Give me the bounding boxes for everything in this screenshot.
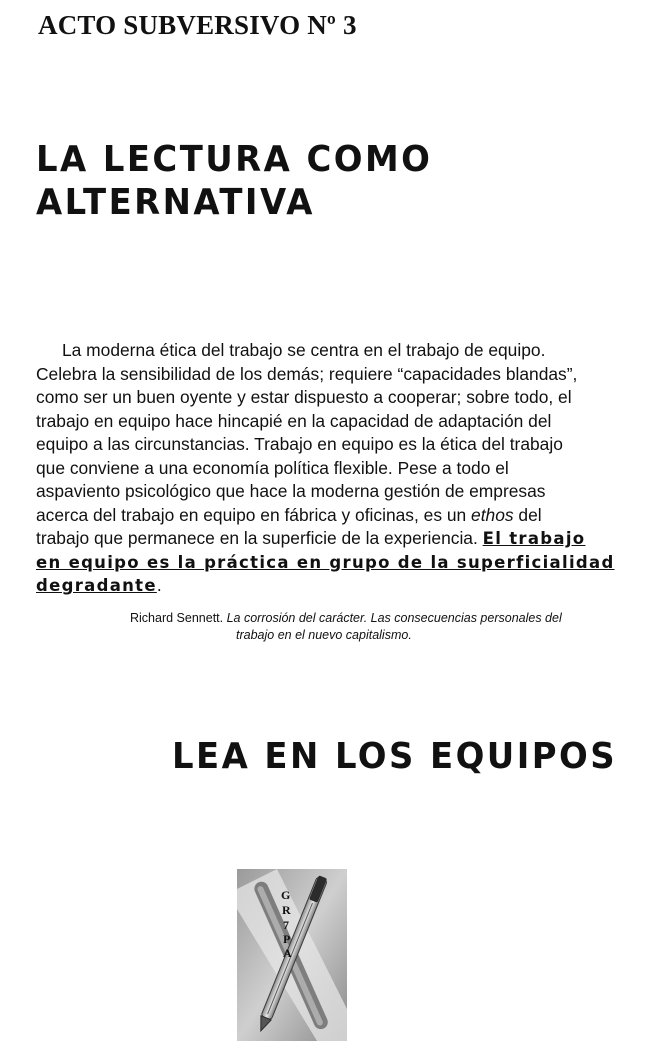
quote-line-11: [36, 574, 640, 598]
quote-line-2: Celebra la sensibilidad de los demás; requiere “capacidades blandas”,: [36, 363, 578, 384]
slogan: LEA EN LOS EQUIPOS: [172, 736, 618, 777]
grapa-logo-crossed-pens-icon: [237, 869, 347, 1041]
citation-work-line-1: La corrosión del carácter. Las consecuencias personales del: [226, 611, 562, 625]
grapa-logo-icon: [237, 869, 347, 1041]
citation-work-line-2: trabajo en el nuevo capitalismo.: [236, 628, 412, 642]
logo-letter-p: P: [283, 932, 291, 946]
page-title: [36, 138, 432, 224]
title-line-2: ALTERNATIVA: [36, 182, 315, 223]
title-line-1: LA LECTURA COMO: [36, 139, 433, 180]
quote-line-9-text: trabajo que permanece en la superficie de la experiencia.: [36, 528, 483, 548]
logo-letter-a: A: [283, 946, 292, 960]
quote-line-9: [36, 527, 640, 551]
citation: [130, 610, 620, 644]
quote-line-8-end: del: [513, 504, 542, 525]
citation-author: Richard Sennett.: [130, 611, 224, 625]
quote-line-5: equipo a las circunstancias. Trabajo en equipo es la ética del trabajo: [36, 434, 563, 454]
emphasis-part-1: El trabajo: [482, 529, 586, 548]
quote-line-4: trabajo en equipo hace hincapié en la capacidad de adaptación del: [36, 410, 552, 431]
logo-letter-r: R: [282, 903, 291, 917]
quote-paragraph: [36, 339, 640, 598]
logo-letter-7: 7: [283, 918, 289, 932]
ending-period: .: [156, 575, 162, 595]
quote-line-3: como ser un buen oyente y estar dispuesto a cooperar; sobre todo, el: [36, 387, 572, 407]
quote-line-10: [36, 551, 640, 575]
quote-line-8-text: acerca del trabajo en equipo en fábrica y oficinas, es un: [36, 504, 472, 525]
ethos-italic: ethos: [471, 504, 514, 525]
quote-line-1: La moderna ética del trabajo se centra en el trabajo de equipo.: [62, 340, 546, 360]
quote-line-8: [36, 504, 640, 528]
logo-letter-g: G: [281, 888, 291, 902]
quote-line-7: aspaviento psicológico que hace la moderna gestión de empresas: [36, 481, 546, 501]
emphasis-part-2: en equipo es la práctica en grupo de la superficialidad: [36, 552, 615, 572]
quote-line-6: que conviene a una economía política flexible. Pese a todo el: [36, 457, 509, 478]
header-act-number: ACTO SUBVERSIVO Nº 3: [38, 10, 357, 40]
emphasis-part-3: degradante: [36, 576, 157, 595]
